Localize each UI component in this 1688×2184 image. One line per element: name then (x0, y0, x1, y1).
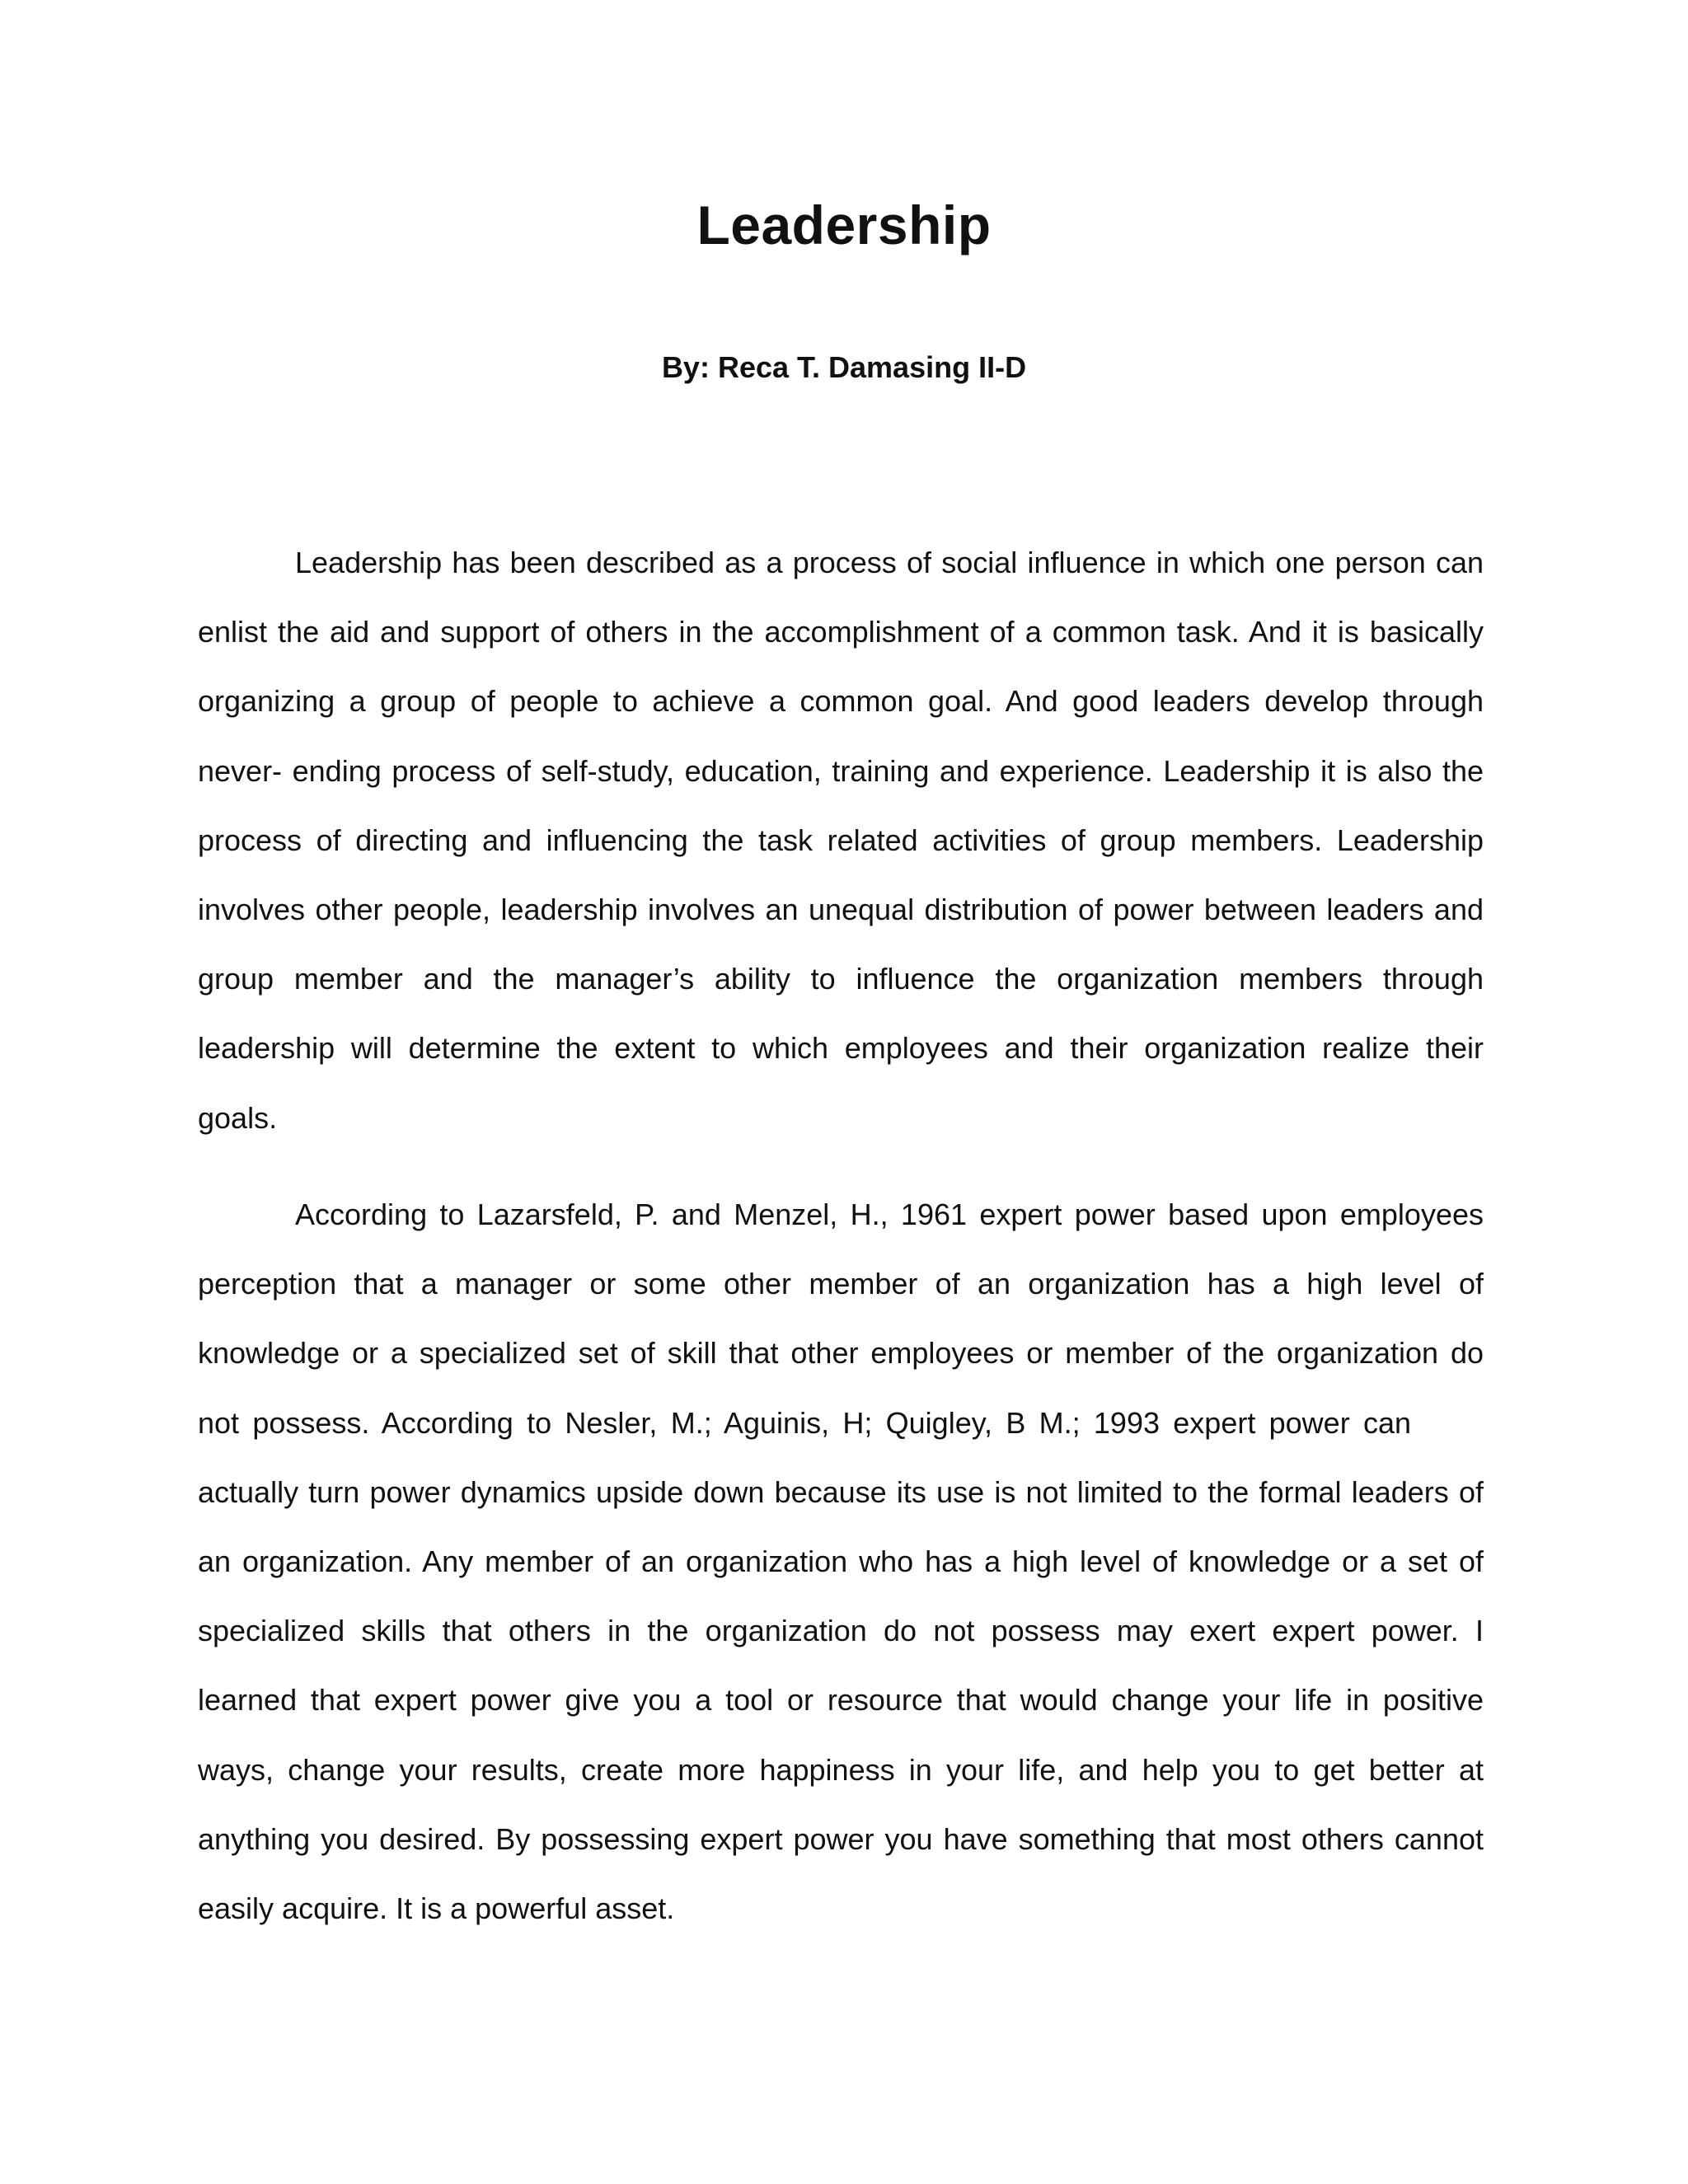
paragraph-line: specialized skills that others in the organization do not possess may exert expert power. I (198, 1614, 1484, 1648)
paragraph-line: group member and the manager’s ability to influence the organization members through (198, 962, 1484, 996)
paragraph-1 (198, 528, 1484, 1153)
paragraph-2 (198, 1180, 1484, 1943)
paragraph-line: process of directing and influencing the task related activities of group members. Leadership (198, 823, 1484, 857)
paragraph-line: organizing a group of people to achieve a common goal. And good leaders develop through (198, 684, 1484, 719)
paragraph-line: goals. (198, 1100, 278, 1135)
paragraph-line: never- ending process of self-study, education, training and experience. Leadership it is also the (198, 753, 1484, 788)
paragraph-line: According to Lazarsfeld, P. and Menzel, H., 1961 expert power based upon employees (295, 1197, 1484, 1231)
paragraph-line: leadership will determine the extent to which employees and their organization realize their (198, 1031, 1484, 1066)
paragraph-line: perception that a manager or some other member of an organization has a high level of (198, 1267, 1484, 1301)
paragraph-line: Leadership has been described as a process of social influence in which one person can (295, 546, 1484, 579)
author-byline: By: Reca T. Damasing II-D (661, 350, 1027, 384)
paragraph-line: learned that expert power give you a tool or resource that would change your life in positive (198, 1683, 1484, 1718)
paragraph-line: not possess. According to Nesler, M.; Aguinis, H; Quigley, B M.; 1993 expert power can (198, 1405, 1412, 1440)
paragraph-line: knowledge or a specialized set of skill that other employees or member of the organization do (198, 1336, 1484, 1371)
paragraph-line: easily acquire. It is a powerful asset. (198, 1891, 675, 1925)
paragraph-line: enlist the aid and support of others in the accomplishment of a common task. And it is basically (198, 615, 1484, 649)
paragraph-line: actually turn power dynamics upside down because its use is not limited to the formal leaders of (198, 1474, 1484, 1509)
paragraph-line: ways, change your results, create more happiness in your life, and help you to get better at (198, 1752, 1484, 1787)
paragraph-line: an organization. Any member of an organization who has a high level of knowledge or a set of (198, 1544, 1484, 1578)
paragraph-line: involves other people, leadership involves an unequal distribution of power between leaders and (198, 892, 1484, 926)
paragraph-line: anything you desired. By possessing expert power you have something that most others cannot (198, 1821, 1484, 1856)
document-title: Leadership (696, 194, 992, 255)
